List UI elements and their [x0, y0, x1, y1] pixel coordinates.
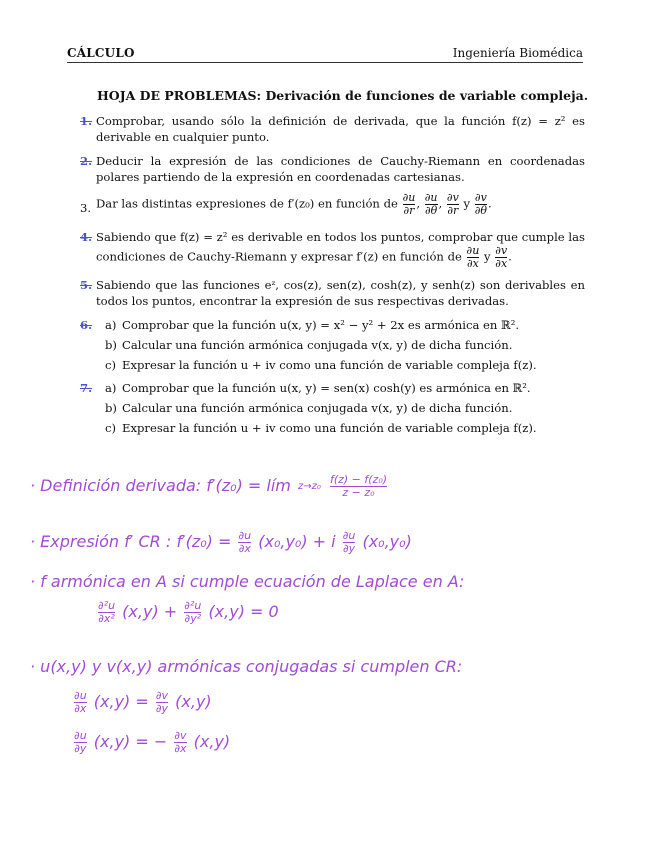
problem-text: Dar las distintas expresiones de f′(z₀) en función de $\frac{\partial u}{\partial r}$ , $\frac{\partial u}{\partial\theta}$ , $\frac{\partial v}{\partial r}$ y $\frac{\partial v}{\partial\theta}$ .	[96, 191, 492, 217]
course-title: CÁLCULO	[67, 46, 135, 60]
problem-text: Comprobar, usando sólo la definición de derivada, que la función f(z) = z² es derivable en cualquier punto.	[96, 114, 585, 144]
problem-6	[80, 317, 585, 377]
problem-number: 5.	[80, 278, 93, 292]
fraction: $\frac{\partial u}{\partial\theta}$	[424, 191, 438, 217]
subitem-b: b) Calcular una función armónica conjugada v(x, y) de dicha función.	[105, 338, 513, 352]
problem-number: 7.	[80, 381, 93, 395]
problem-number: 3.	[80, 201, 92, 215]
problem-7	[80, 380, 585, 440]
sheet-title: HOJA DE PROBLEMAS: Derivación de funciones de variable compleja.	[97, 88, 589, 103]
subitem-a: a) Comprobar que la función u(x, y) = x² − y² + 2x es armónica en ℝ².	[105, 318, 520, 332]
note-harmonic-conjugates: · u(x,y) y v(x,y) armónicas conjugadas si cumplen CR:	[30, 657, 463, 676]
problem-3-lead: Dar las distintas expresiones de f′(z₀) en función de	[96, 196, 398, 211]
problem-text: Sabiendo que las funciones eᶻ, cos(z), sen(z), cosh(z), y senh(z) son derivables en todos los puntos, encontrar la expresión de sus respectivas derivadas.	[96, 278, 585, 308]
problem-text: Sabiendo que f(z) = z² es derivable en todos los puntos, comprobar que cumple las condiciones de Cauchy-Riemann y expresar f′(z) en función de $\frac{\partial u}{\partial x}$ y $\frac{\partial v}{\partial x}$ .	[96, 230, 585, 270]
subitem-c: c) Expresar la función u + iv como una función de variable compleja f(z).	[105, 421, 537, 435]
problem-2	[80, 153, 585, 185]
fraction: $\frac{\partial u}{\partial x}$	[466, 244, 480, 270]
subitem-b: b) Calcular una función armónica conjugada v(x, y) de dicha función.	[105, 401, 513, 415]
problem-1	[80, 113, 585, 145]
problem-5	[80, 277, 585, 309]
subitem-a: a) Comprobar que la función u(x, y) = sen(x) cosh(y) es armónica en ℝ².	[105, 381, 531, 395]
problem-text: Deducir la expresión de las condiciones de Cauchy-Riemann en coordenadas polares partiendo de la expresión en coordenadas cartesianas.	[96, 154, 585, 184]
problem-number: 1.	[80, 114, 93, 128]
note-cr-expression: · Expresión f′ CR : f′(z₀) = $\frac{\partial u}{\partial x}$ (x₀,y₀) + i $\frac{\partial u}{\partial y}$ (x₀,y₀)	[30, 529, 412, 555]
fraction: $\frac{\partial v}{\partial x}$	[495, 244, 508, 270]
fraction: $\frac{\partial v}{\partial r}$	[446, 191, 459, 217]
fraction: $\frac{\partial u}{\partial r}$	[402, 191, 416, 217]
subitem-c: c) Expresar la función u + iv como una función de variable compleja f(z).	[105, 358, 537, 372]
note-harmonic-definition: · f armónica en A si cumple ecuación de Laplace en A:	[30, 572, 465, 591]
note-cr-equation-1: $\frac{\partial u}{\partial x}$ (x,y) = $\frac{\partial v}{\partial y}$ (x,y)	[74, 689, 212, 715]
note-derivative-definition: · Definición derivada: f′(z₀) = lím z→z₀ $\frac{\text{f(z) − f(z₀)}}{\text{z − z₀}}$	[30, 473, 388, 499]
page-header	[67, 44, 583, 63]
note-laplace-equation: $\frac{\text{∂²u}}{\text{∂x²}}$ (x,y) + $\frac{\text{∂²u}}{\text{∂y²}}$ (x,y) = 0	[98, 599, 279, 625]
problem-number: 4.	[80, 230, 93, 244]
problem-number: 2.	[80, 154, 93, 168]
problem-3	[80, 192, 585, 217]
problem-number: 6.	[80, 318, 93, 332]
degree-name: Ingeniería Biomédica	[452, 46, 583, 60]
note-cr-equation-2: $\frac{\partial u}{\partial y}$ (x,y) = − $\frac{\partial v}{\partial x}$ (x,y)	[74, 729, 231, 755]
fraction: $\frac{\partial v}{\partial\theta}$	[474, 191, 488, 217]
problem-4	[80, 229, 585, 270]
